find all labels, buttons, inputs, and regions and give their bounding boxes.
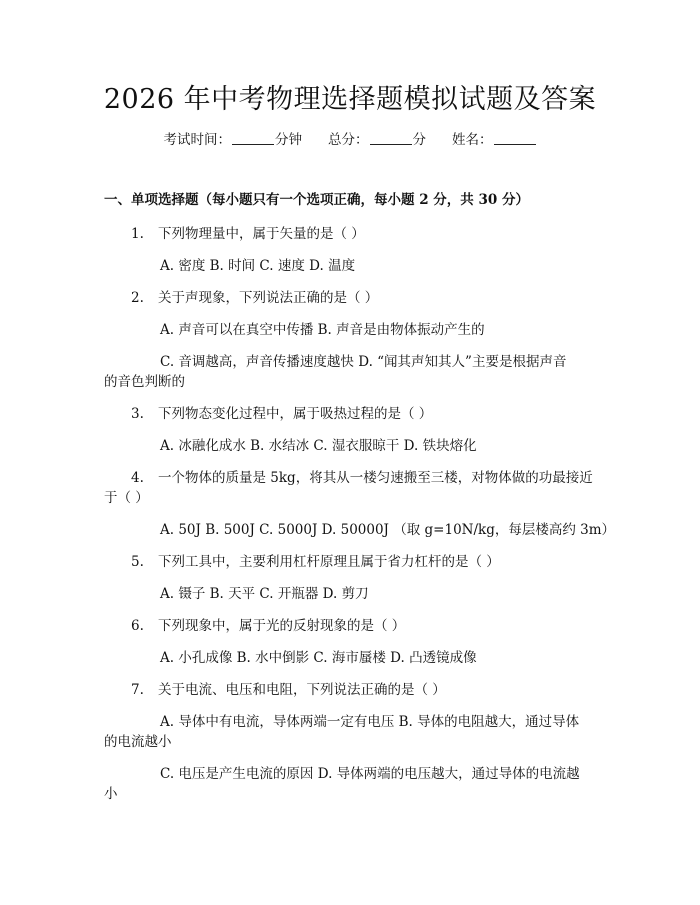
- question-5: [131, 552, 500, 572]
- question-number: 5.: [131, 554, 144, 570]
- question-stem: 关于声现象，下列说法正确的是（ ）: [158, 290, 379, 306]
- question-number: 6.: [131, 618, 144, 634]
- question-stem: 关于电流、电压和电阻，下列说法正确的是（ ）: [158, 682, 446, 698]
- exam-meta: [0, 130, 700, 150]
- question-2: [131, 288, 378, 308]
- time-blank: [232, 130, 274, 145]
- name-label: 姓名：: [452, 132, 493, 148]
- score-blank: [370, 130, 412, 145]
- question-stem: 下列物态变化过程中，属于吸热过程的是（ ）: [158, 406, 433, 422]
- question-number: 7.: [131, 682, 144, 698]
- name-blank: [494, 130, 536, 145]
- question-7-options-line-2-cont: 小: [104, 786, 118, 802]
- question-1: [131, 224, 365, 244]
- question-1-options: A. 密度 B. 时间 C. 速度 D. 温度: [160, 258, 356, 274]
- question-7: [131, 680, 446, 700]
- question-3: [131, 404, 432, 424]
- time-label: 考试时间：: [163, 132, 231, 148]
- question-stem: 下列工具中，主要利用杠杆原理且属于省力杠杆的是（ ）: [158, 554, 500, 570]
- page-title: 2026 年中考物理选择题模拟试题及答案: [103, 84, 597, 115]
- question-2-options-line-2: C. 音调越高，声音传播速度越快 D. “闻其声知其人”主要是根据声音: [160, 354, 567, 370]
- question-number: 2.: [131, 290, 144, 306]
- question-6: [131, 616, 405, 636]
- question-7-options-line-1-cont: 的电流越小: [104, 734, 172, 750]
- question-3-options: A. 冰融化成水 B. 水结冰 C. 湿衣服晾干 D. 铁块熔化: [160, 438, 477, 454]
- question-stem: 下列现象中，属于光的反射现象的是（ ）: [158, 618, 406, 634]
- question-2-options-line-1: A. 声音可以在真空中传播 B. 声音是由物体振动产生的: [160, 322, 485, 338]
- question-4-stem-cont: 于（ ）: [104, 490, 149, 506]
- question-2-options-line-2-cont: 的音色判断的: [104, 374, 185, 390]
- question-stem: 下列物理量中，属于矢量的是（ ）: [158, 226, 365, 242]
- question-7-options-line-1: A. 导体中有电流，导体两端一定有电压 B. 导体的电阻越大，通过导体: [160, 714, 580, 730]
- question-number: 3.: [131, 406, 144, 422]
- question-6-options: A. 小孔成像 B. 水中倒影 C. 海市蜃楼 D. 凸透镜成像: [160, 650, 477, 666]
- question-stem: 一个物体的质量是 5kg，将其从一楼匀速搬至三楼，对物体做的功最接近: [158, 470, 593, 486]
- question-number: 4.: [131, 470, 144, 486]
- question-4-options: A. 50J B. 500J C. 5000J D. 50000J （取 g=10N/kg，每层楼高约 3m）: [160, 522, 616, 538]
- question-4: [131, 468, 593, 488]
- question-5-options: A. 镊子 B. 天平 C. 开瓶器 D. 剪刀: [160, 586, 369, 602]
- section-heading: 一、单项选择题（每小题只有一个选项正确，每小题 2 分，共 30 分）: [104, 192, 529, 208]
- score-unit: 分: [412, 132, 426, 148]
- time-unit: 分钟: [275, 132, 302, 148]
- score-label: 总分：: [328, 132, 369, 148]
- question-number: 1.: [131, 226, 144, 242]
- question-7-options-line-2: C. 电压是产生电流的原因 D. 导体两端的电压越大，通过导体的电流越: [160, 766, 580, 782]
